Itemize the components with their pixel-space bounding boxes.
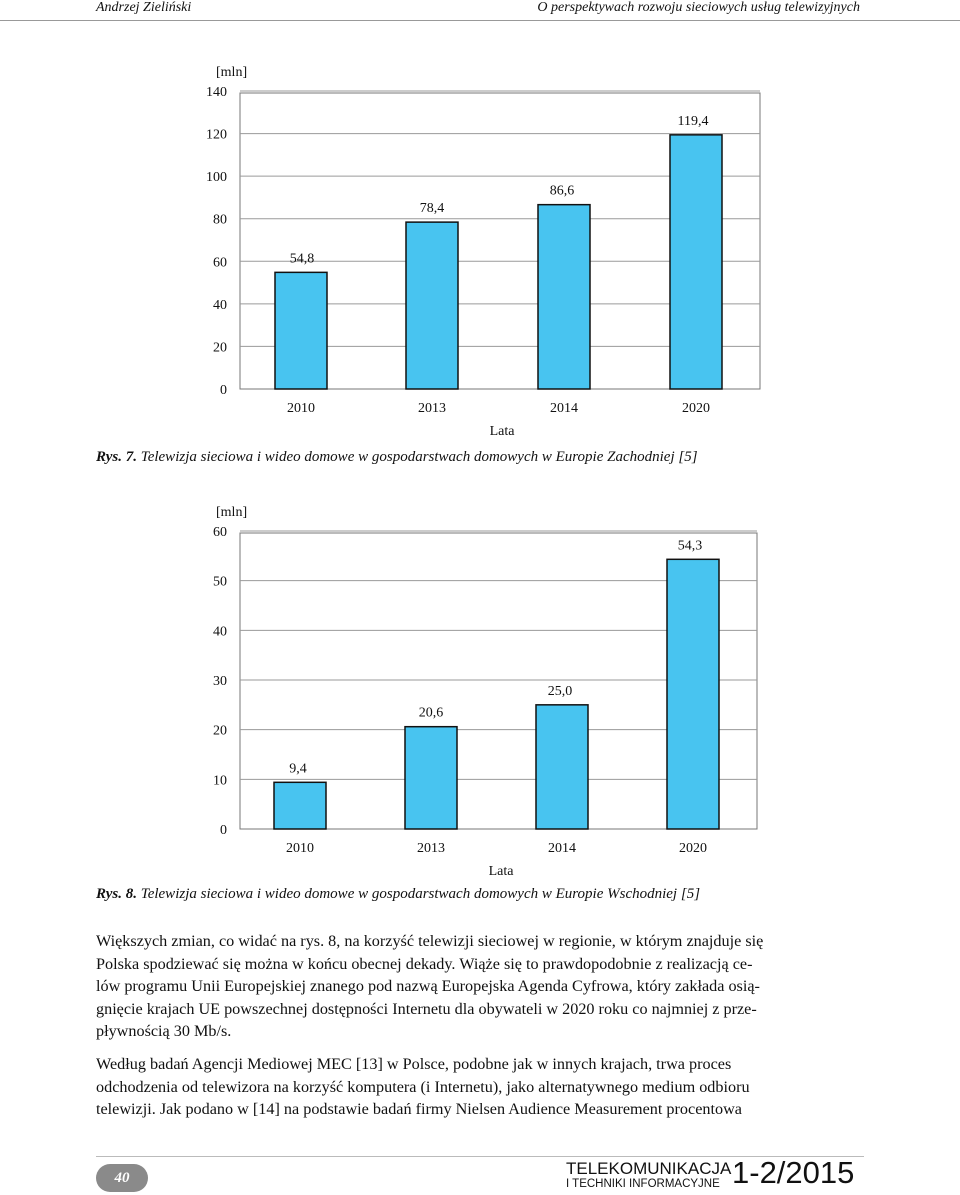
x-tick-label: 2013 [417,841,445,856]
x-tick-label: 2010 [287,401,315,416]
y-tick-label: 140 [206,85,227,100]
data-label: 20,6 [418,705,444,721]
figure-7-caption [96,449,698,466]
header-rule [0,20,960,21]
y-tick-label: 80 [213,212,227,228]
bar [538,205,590,389]
data-label: 78,4 [419,201,445,217]
data-label: 25,0 [547,683,573,699]
data-label: 54,3 [677,538,703,554]
figure-8-caption-text: Telewizja sieciowa i wideo domowe w gospodarstwach domowych w Europie Wschodniej [5] [136,886,701,902]
data-label: 9,4 [289,761,307,777]
paragraph-line: telewizji. Jak podano w [14] na podstawie badań firmy Nielsen Audience Measurement procentowa [96,1100,742,1118]
bar [406,222,458,389]
bar [670,135,722,389]
journal-line-1: TELEKOMUNIKACJA [566,1159,732,1178]
bar [274,782,326,829]
paragraph-line: pływnością 30 Mb/s. [96,1022,232,1040]
data-label: 119,4 [677,113,709,129]
paragraph-line: odchodzenia od telewizora na korzyść komputera (i Internetu), jako alternatywnego medium odbioru [96,1077,750,1096]
y-unit-label: [mln] [216,65,248,80]
y-unit-label: [mln] [216,505,248,520]
bar [667,559,719,829]
x-tick-label: 2020 [682,401,710,416]
y-tick-label: 10 [213,773,227,789]
paragraph-line: Według badań Agencji Mediowej MEC [13] w Polsce, podobne jak w innych krajach, trwa proces [96,1055,732,1073]
data-label: 54,8 [289,251,315,267]
figure-8-chart [0,500,960,879]
header-author: Andrzej Zieliński [96,0,192,15]
y-tick-label: 60 [213,525,227,540]
bar [536,705,588,829]
bar [405,727,457,829]
paragraph-line: Większych zmian, co widać na rys. 8, na korzyść telewizji sieciowej w regionie, w którym znajduje się [96,932,764,950]
y-tick-label: 0 [220,383,227,398]
y-tick-label: 20 [213,340,227,356]
figure-7-caption-label: Rys. 7. [96,449,137,465]
body-paragraph-2 [96,1053,864,1121]
paragraph-line: Polska spodziewać się można w końcu obecnej dekady. Wiąże się to prawdopodobnie z realizacją ce- [96,954,753,973]
header-title: O perspektywach rozwoju sieciowych usług telewizyjnych [537,0,860,15]
x-tick-label: 2010 [286,841,314,856]
figure-8-caption-label: Rys. 8. [96,886,137,902]
x-tick-label: 2014 [550,401,578,416]
bar [275,272,327,389]
y-tick-label: 50 [213,574,227,590]
x-axis-label: Lata [489,424,515,439]
journal-issue: 1-2/2015 [732,1155,855,1190]
figure-7-chart [0,60,960,439]
figure-8-caption [96,886,700,903]
paragraph-line: lów programu Unii Europejskiej znanego pod nazwą Europejska Agenda Cyfrowa, który zakłada osią- [96,977,760,995]
y-tick-label: 120 [206,127,227,143]
figure-7-caption-text: Telewizja sieciowa i wideo domowe w gospodarstwach domowych w Europie Zachodniej [5] [136,449,698,465]
y-tick-label: 40 [213,624,227,640]
x-tick-label: 2020 [679,841,707,856]
y-tick-label: 60 [213,255,227,271]
x-tick-label: 2013 [418,401,446,416]
y-tick-label: 20 [213,723,227,739]
x-tick-label: 2014 [548,841,576,856]
y-tick-label: 40 [213,297,227,313]
page-number-badge: 40 [96,1164,148,1192]
journal-line-2: I TECHNIKI INFORMACYJNE [566,1178,720,1190]
paragraph-line: gnięcie krajach UE powszechnej dostępności Internetu dla obywateli w 2020 roku co najmniej z prze- [96,999,757,1018]
running-header [0,0,960,22]
x-axis-label: Lata [488,864,514,879]
y-tick-label: 0 [220,823,227,838]
y-tick-label: 100 [206,170,227,186]
body-paragraph-1 [96,930,864,1043]
data-label: 86,6 [549,183,575,199]
y-tick-label: 30 [213,674,227,689]
